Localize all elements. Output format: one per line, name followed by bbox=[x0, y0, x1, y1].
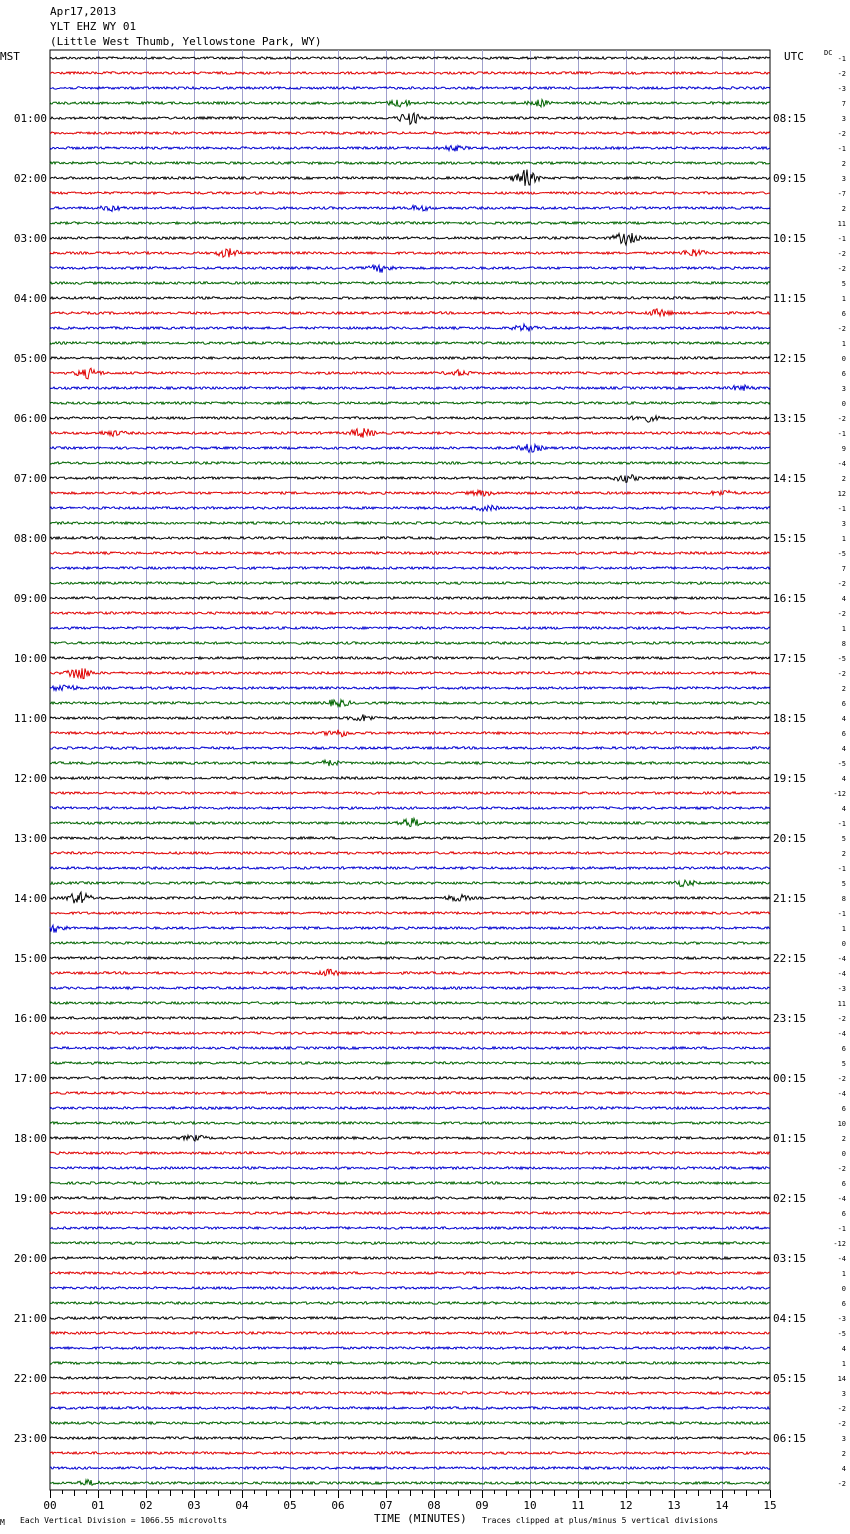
left-hour-label: 11:00 bbox=[13, 712, 47, 725]
seismic-trace bbox=[50, 309, 770, 317]
seismic-trace bbox=[50, 1242, 770, 1244]
seismic-trace bbox=[50, 444, 770, 452]
right-hour-label: 12:15 bbox=[773, 352, 807, 365]
footer-mark: M bbox=[0, 1518, 5, 1527]
x-tick-label: 01 bbox=[91, 1499, 105, 1512]
dc-offset-label: 4 bbox=[841, 805, 846, 813]
x-tick-label: 00 bbox=[43, 1499, 57, 1512]
left-hour-label: 08:00 bbox=[13, 532, 47, 545]
dc-offset-label: -2 bbox=[837, 250, 846, 258]
seismic-trace bbox=[50, 428, 770, 438]
seismic-trace bbox=[50, 402, 770, 404]
left-hour-label: 12:00 bbox=[13, 772, 47, 785]
dc-offset-label: -12 bbox=[833, 790, 846, 798]
seismic-trace bbox=[50, 57, 770, 59]
dc-offset-label: 2 bbox=[841, 685, 846, 693]
dc-offset-label: -5 bbox=[837, 1330, 846, 1338]
seismic-trace bbox=[50, 192, 770, 194]
seismic-trace bbox=[50, 567, 770, 569]
seismic-trace bbox=[50, 912, 770, 914]
x-tick-label: 11 bbox=[571, 1499, 585, 1512]
station-location: (Little West Thumb, Yellowstone Park, WY) bbox=[50, 35, 322, 48]
seismic-trace bbox=[50, 880, 770, 887]
right-hour-label: 19:15 bbox=[773, 772, 807, 785]
dc-offset-label: 9 bbox=[841, 445, 846, 453]
dc-offset-label: -1 bbox=[837, 235, 846, 243]
dc-offset-label: 3 bbox=[841, 1435, 846, 1443]
seismic-trace bbox=[50, 490, 770, 496]
seismic-trace bbox=[50, 146, 770, 152]
right-hour-label: 03:15 bbox=[773, 1252, 807, 1265]
dc-offset-label: 0 bbox=[841, 1285, 846, 1293]
dc-offset-label: 2 bbox=[841, 850, 846, 858]
right-hour-label: 01:15 bbox=[773, 1132, 807, 1145]
dc-offset-label: 2 bbox=[841, 1135, 846, 1143]
seismic-trace bbox=[50, 730, 770, 737]
dc-offset-label: -5 bbox=[837, 550, 846, 558]
dc-offset-label: -1 bbox=[837, 430, 846, 438]
dc-offset-label: -1 bbox=[837, 865, 846, 873]
left-hour-label: 16:00 bbox=[13, 1012, 47, 1025]
seismic-trace bbox=[50, 113, 770, 124]
dc-offset-label: 3 bbox=[841, 175, 846, 183]
left-hour-label: 06:00 bbox=[13, 412, 47, 425]
seismic-trace bbox=[50, 1392, 770, 1394]
x-tick-label: 07 bbox=[379, 1499, 393, 1512]
left-axis-title: MST bbox=[0, 50, 20, 63]
right-axis-title: UTC bbox=[784, 50, 804, 63]
right-hour-label: 16:15 bbox=[773, 592, 807, 605]
dc-offset-label: 0 bbox=[841, 940, 846, 948]
dc-offset-label: 5 bbox=[841, 880, 846, 888]
x-tick-label: 08 bbox=[427, 1499, 441, 1512]
dc-offset-label: 5 bbox=[841, 280, 846, 288]
seismic-trace bbox=[50, 416, 770, 422]
dc-offset-label: -7 bbox=[837, 190, 846, 198]
dc-offset-label: 3 bbox=[841, 385, 846, 393]
dc-offset-label: 3 bbox=[841, 1390, 846, 1398]
seismic-trace bbox=[50, 1077, 770, 1079]
dc-offset-label: -4 bbox=[837, 1255, 846, 1263]
dc-offset-label: -2 bbox=[837, 325, 846, 333]
left-hour-label: 19:00 bbox=[13, 1192, 47, 1205]
dc-offset-label: -2 bbox=[837, 265, 846, 273]
seismic-trace bbox=[50, 987, 770, 989]
right-hour-label: 06:15 bbox=[773, 1432, 807, 1445]
left-hour-label: 01:00 bbox=[13, 112, 47, 125]
dc-offset-label: -4 bbox=[837, 1195, 846, 1203]
dc-offset-label: 2 bbox=[841, 1450, 846, 1458]
seismic-trace bbox=[50, 385, 770, 391]
dc-offset-label: 7 bbox=[841, 565, 846, 573]
seismic-trace bbox=[50, 942, 770, 944]
dc-offset-label: -2 bbox=[837, 1480, 846, 1488]
seismic-trace bbox=[50, 582, 770, 584]
dc-offset-label: 6 bbox=[841, 1180, 846, 1188]
seismic-trace bbox=[50, 597, 770, 599]
dc-offset-label: -5 bbox=[837, 760, 846, 768]
left-hour-label: 13:00 bbox=[13, 832, 47, 845]
right-hour-label: 14:15 bbox=[773, 472, 807, 485]
seismic-trace bbox=[50, 1452, 770, 1454]
seismic-trace bbox=[50, 818, 770, 827]
right-hour-label: 17:15 bbox=[773, 652, 807, 665]
dc-offset-label: -1 bbox=[837, 820, 846, 828]
right-hour-label: 09:15 bbox=[773, 172, 807, 185]
seismic-trace bbox=[50, 72, 770, 74]
seismic-trace bbox=[50, 642, 770, 644]
seismic-trace bbox=[50, 1047, 770, 1049]
dc-offset-label: -4 bbox=[837, 1090, 846, 1098]
seismic-trace bbox=[50, 1167, 770, 1169]
dc-offset-label: -2 bbox=[837, 130, 846, 138]
dc-offset-label: -1 bbox=[837, 910, 846, 918]
seismic-trace bbox=[50, 668, 770, 678]
x-tick-label: 05 bbox=[283, 1499, 297, 1512]
dc-offset-label: 6 bbox=[841, 700, 846, 708]
seismic-trace bbox=[50, 925, 770, 932]
dc-offset-label: 6 bbox=[841, 1210, 846, 1218]
right-hour-label: 00:15 bbox=[773, 1072, 807, 1085]
dc-offset-label: -2 bbox=[837, 670, 846, 678]
seismic-trace bbox=[50, 505, 770, 511]
seismic-trace bbox=[50, 969, 770, 976]
dc-offset-label: 1 bbox=[841, 1270, 846, 1278]
right-hour-label: 15:15 bbox=[773, 532, 807, 545]
station-code: YLT EHZ WY 01 bbox=[50, 20, 137, 33]
seismic-trace bbox=[50, 1135, 770, 1141]
dc-offset-label: 11 bbox=[837, 1000, 846, 1008]
dc-offset-label: 12 bbox=[837, 490, 846, 498]
right-hour-label: 04:15 bbox=[773, 1312, 807, 1325]
dc-offset-label: 2 bbox=[841, 475, 846, 483]
dc-offset-label: -2 bbox=[837, 1405, 846, 1413]
seismic-trace bbox=[50, 1122, 770, 1124]
dc-offset-label: -2 bbox=[837, 1165, 846, 1173]
x-tick-label: 10 bbox=[523, 1499, 537, 1512]
seismic-trace bbox=[50, 1002, 770, 1004]
dc-offset-label: -3 bbox=[837, 85, 846, 93]
dc-offset-label: 1 bbox=[841, 295, 846, 303]
seismic-trace bbox=[50, 685, 770, 690]
seismic-trace bbox=[50, 1467, 770, 1469]
right-hour-label: 21:15 bbox=[773, 892, 807, 905]
left-hour-label: 02:00 bbox=[13, 172, 47, 185]
left-hour-label: 04:00 bbox=[13, 292, 47, 305]
seismic-trace bbox=[50, 357, 770, 359]
seismic-trace bbox=[50, 1287, 770, 1289]
left-hour-label: 03:00 bbox=[13, 232, 47, 245]
dc-offset-label: 6 bbox=[841, 1045, 846, 1053]
seismic-trace bbox=[50, 324, 770, 331]
seismic-trace bbox=[50, 837, 770, 839]
plot-date: Apr17,2013 bbox=[50, 5, 117, 18]
seismic-trace bbox=[50, 1017, 770, 1019]
x-tick-label: 04 bbox=[235, 1499, 249, 1512]
x-tick-label: 03 bbox=[187, 1499, 201, 1512]
dc-offset-label: -2 bbox=[837, 415, 846, 423]
seismic-trace bbox=[50, 222, 770, 224]
dc-offset-label: 1 bbox=[841, 625, 846, 633]
left-hour-label: 18:00 bbox=[13, 1132, 47, 1145]
right-hour-label: 23:15 bbox=[773, 1012, 807, 1025]
left-hour-label: 07:00 bbox=[13, 472, 47, 485]
seismic-trace bbox=[50, 170, 770, 186]
seismic-trace bbox=[50, 1272, 770, 1274]
dc-offset-label: 4 bbox=[841, 595, 846, 603]
dc-offset-label: 1 bbox=[841, 925, 846, 933]
dc-offset-label: 6 bbox=[841, 730, 846, 738]
dc-offset-label: 6 bbox=[841, 1300, 846, 1308]
seismic-trace bbox=[50, 368, 770, 379]
x-tick-label: 15 bbox=[763, 1499, 777, 1512]
seismic-trace bbox=[50, 1257, 770, 1259]
seismic-trace bbox=[50, 248, 770, 257]
dc-offset-label: 10 bbox=[837, 1120, 846, 1128]
seismic-trace bbox=[50, 1480, 770, 1486]
seismic-trace bbox=[50, 1062, 770, 1064]
dc-offset-label: 1 bbox=[841, 1360, 846, 1368]
dc-offset-label: 4 bbox=[841, 715, 846, 723]
left-hour-label: 10:00 bbox=[13, 652, 47, 665]
dc-offset-label: -2 bbox=[837, 1075, 846, 1083]
dc-offset-label: -12 bbox=[833, 1240, 846, 1248]
dc-offset-label: 8 bbox=[841, 640, 846, 648]
x-axis-label: TIME (MINUTES) bbox=[374, 1512, 467, 1525]
seismic-trace bbox=[50, 1212, 770, 1214]
seismic-trace bbox=[50, 867, 770, 869]
dc-offset-label: -3 bbox=[837, 1315, 846, 1323]
seismic-trace bbox=[50, 1302, 770, 1304]
dc-offset-label: 2 bbox=[841, 205, 846, 213]
left-hour-label: 17:00 bbox=[13, 1072, 47, 1085]
right-hour-label: 10:15 bbox=[773, 232, 807, 245]
right-hour-label: 18:15 bbox=[773, 712, 807, 725]
right-hour-label: 05:15 bbox=[773, 1372, 807, 1385]
left-hour-label: 22:00 bbox=[13, 1372, 47, 1385]
x-tick-label: 13 bbox=[667, 1499, 681, 1512]
dc-offset-label: -4 bbox=[837, 955, 846, 963]
dc-offset-label: -4 bbox=[837, 1030, 846, 1038]
seismic-trace bbox=[50, 1182, 770, 1184]
x-tick-label: 09 bbox=[475, 1499, 489, 1512]
seismic-trace bbox=[50, 1332, 770, 1334]
right-hour-label: 20:15 bbox=[773, 832, 807, 845]
left-hour-label: 20:00 bbox=[13, 1252, 47, 1265]
left-hour-label: 14:00 bbox=[13, 892, 47, 905]
left-hour-label: 15:00 bbox=[13, 952, 47, 965]
seismic-trace bbox=[50, 892, 770, 903]
seismic-trace bbox=[50, 657, 770, 659]
left-hour-label: 09:00 bbox=[13, 592, 47, 605]
x-tick-label: 14 bbox=[715, 1499, 729, 1512]
scale-note: Each Vertical Division = 1066.55 microvolts bbox=[20, 1516, 228, 1525]
seismic-trace bbox=[50, 807, 770, 809]
seismic-trace bbox=[50, 1152, 770, 1154]
dc-offset-label: 4 bbox=[841, 775, 846, 783]
left-hour-label: 23:00 bbox=[13, 1432, 47, 1445]
dc-offset-label: 4 bbox=[841, 1465, 846, 1473]
seismic-trace bbox=[50, 792, 770, 794]
dc-offset-label: 8 bbox=[841, 895, 846, 903]
seismic-trace bbox=[50, 233, 770, 245]
seismic-trace bbox=[50, 1317, 770, 1319]
seismic-trace bbox=[50, 1362, 770, 1364]
right-hour-label: 08:15 bbox=[773, 112, 807, 125]
seismic-trace bbox=[50, 714, 770, 721]
seismic-trace bbox=[50, 87, 770, 89]
dc-offset-label: -3 bbox=[837, 985, 846, 993]
seismic-trace bbox=[50, 1377, 770, 1379]
dc-offset-label: -2 bbox=[837, 1420, 846, 1428]
dc-offset-label: -2 bbox=[837, 580, 846, 588]
time-axis bbox=[43, 1490, 776, 1512]
seismic-trace bbox=[50, 1197, 770, 1199]
seismic-trace bbox=[50, 760, 770, 766]
seismic-trace bbox=[50, 462, 770, 464]
seismic-trace bbox=[50, 1422, 770, 1424]
dc-offset-label: 6 bbox=[841, 370, 846, 378]
seismic-trace bbox=[50, 1347, 770, 1349]
seismic-trace bbox=[50, 342, 770, 344]
dc-offset-label: 1 bbox=[841, 535, 846, 543]
seismic-trace bbox=[50, 700, 770, 708]
seismic-trace bbox=[50, 162, 770, 164]
left-hour-label: 05:00 bbox=[13, 352, 47, 365]
dc-offset-label: -4 bbox=[837, 970, 846, 978]
left-hour-label: 21:00 bbox=[13, 1312, 47, 1325]
seismic-trace bbox=[50, 1092, 770, 1094]
dc-offset-label: 3 bbox=[841, 115, 846, 123]
seismic-trace bbox=[50, 1407, 770, 1409]
seismic-trace bbox=[50, 205, 770, 211]
dc-offset-label: 4 bbox=[841, 1345, 846, 1353]
seismic-trace bbox=[50, 1227, 770, 1229]
dc-offset-label: -2 bbox=[837, 610, 846, 618]
dc-offset-label: 11 bbox=[837, 220, 846, 228]
dc-offset-label: 0 bbox=[841, 355, 846, 363]
seismic-trace bbox=[50, 1437, 770, 1439]
seismic-trace bbox=[50, 522, 770, 524]
seismic-trace bbox=[50, 1107, 770, 1109]
seismic-trace bbox=[50, 100, 770, 107]
right-hour-label: 02:15 bbox=[773, 1192, 807, 1205]
dc-offset-label: -1 bbox=[837, 1225, 846, 1233]
seismic-trace bbox=[50, 297, 770, 299]
seismic-trace bbox=[50, 265, 770, 273]
dc-offset-label: -2 bbox=[837, 70, 846, 78]
dc-offset-label: -2 bbox=[837, 1015, 846, 1023]
seismic-trace bbox=[50, 552, 770, 554]
seismic-trace bbox=[50, 957, 770, 959]
dc-label: DC bbox=[824, 49, 833, 57]
dc-offset-label: -5 bbox=[837, 655, 846, 663]
seismic-trace bbox=[50, 1032, 770, 1034]
dc-offset-label: -4 bbox=[837, 460, 846, 468]
seismic-trace bbox=[50, 475, 770, 483]
seismic-trace bbox=[50, 627, 770, 629]
dc-offset-label: 0 bbox=[841, 1150, 846, 1158]
clip-note: Traces clipped at plus/minus 5 vertical divisions bbox=[482, 1516, 719, 1525]
x-tick-label: 12 bbox=[619, 1499, 633, 1512]
dc-offset-label: 5 bbox=[841, 1060, 846, 1068]
dc-offset-label: 1 bbox=[841, 340, 846, 348]
dc-offset-label: 3 bbox=[841, 520, 846, 528]
seismic-trace bbox=[50, 747, 770, 749]
seismic-trace bbox=[50, 852, 770, 854]
dc-offset-label: 0 bbox=[841, 400, 846, 408]
dc-offset-label: -1 bbox=[837, 505, 846, 513]
dc-offset-label: 14 bbox=[837, 1375, 846, 1383]
dc-offset-label: 4 bbox=[841, 745, 846, 753]
seismic-trace bbox=[50, 132, 770, 134]
trace-group bbox=[50, 57, 770, 1485]
right-hour-label: 13:15 bbox=[773, 412, 807, 425]
dc-offset-label: 2 bbox=[841, 160, 846, 168]
dc-offset-label: 7 bbox=[841, 100, 846, 108]
dc-offset-label: -1 bbox=[837, 55, 846, 63]
dc-offset-label: 5 bbox=[841, 835, 846, 843]
right-hour-label: 11:15 bbox=[773, 292, 807, 305]
dc-offset-label: 6 bbox=[841, 310, 846, 318]
dc-offset-label: -1 bbox=[837, 145, 846, 153]
dc-offset-label: 6 bbox=[841, 1105, 846, 1113]
seismic-trace bbox=[50, 777, 770, 779]
seismic-trace bbox=[50, 612, 770, 614]
right-hour-label: 22:15 bbox=[773, 952, 807, 965]
x-tick-label: 06 bbox=[331, 1499, 345, 1512]
seismic-trace bbox=[50, 282, 770, 284]
seismic-trace bbox=[50, 537, 770, 539]
x-tick-label: 02 bbox=[139, 1499, 153, 1512]
